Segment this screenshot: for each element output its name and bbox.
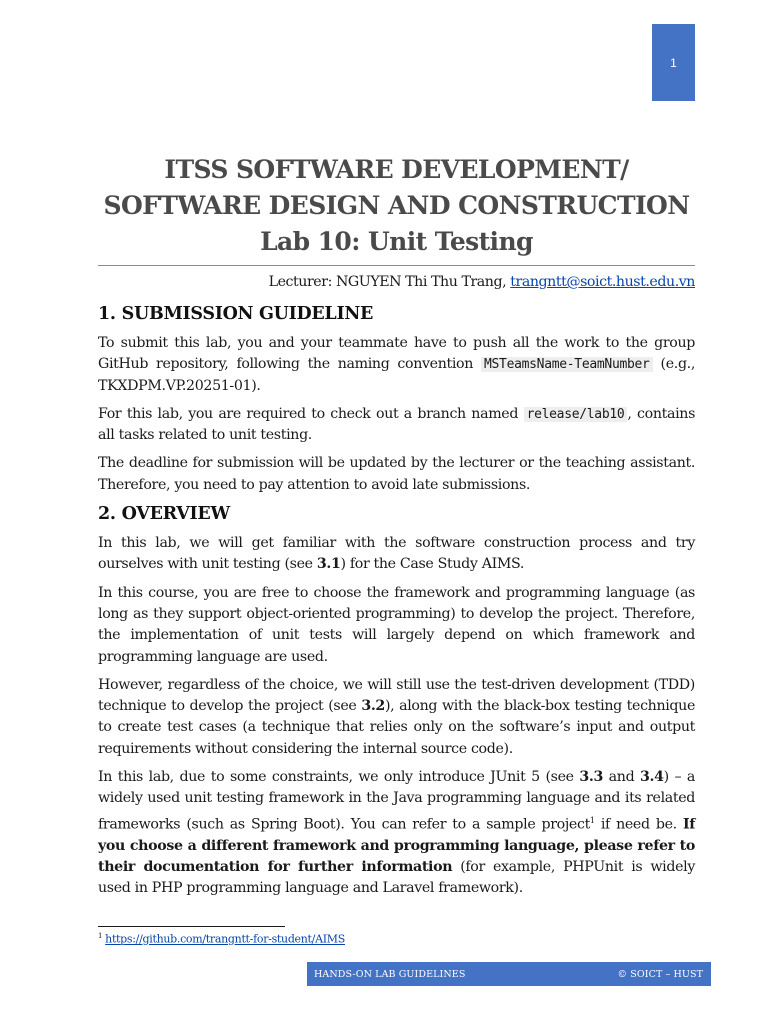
paragraph [98, 533, 695, 576]
footnote-link[interactable]: https://github.com/trangntt-for-student/AIMS [105, 932, 345, 946]
page-number: 1 [670, 55, 677, 70]
text-run: However, regardless of the choice, we will still use the test-driven development (TDD) technique to develop the project (see [98, 676, 695, 715]
page-footer [307, 962, 711, 986]
text-run: ), along with the black-box testing technique to create test cases (a technique that relies only on the software’s input and output requirements without considering the internal source code). [98, 698, 696, 757]
title-line-1: ITSS SOFTWARE DEVELOPMENT/ [164, 155, 629, 184]
page-number-badge [652, 24, 695, 101]
footer-right-text: © SOICT – HUST [617, 968, 703, 980]
section-heading-overview [98, 504, 695, 524]
text-run: ) – a widely used unit testing framework in the Java programming language and its related frameworks (such as Spring Boot). You can refer to a sample project [98, 769, 696, 833]
footnote [98, 932, 345, 946]
text-run: and [603, 769, 640, 786]
text-run: (for example, PHPUnit is widely used in PHP programming language and Laravel framework). [98, 858, 695, 897]
section-heading-submission [98, 304, 695, 324]
text-run: ) for the Case Study AIMS. [340, 556, 525, 573]
text-run: In this lab, we will get familiar with the software construction process and try ourselves with unit testing (see [98, 535, 695, 573]
title-line-2: SOFTWARE DESIGN AND CONSTRUCTION [103, 191, 690, 220]
section-reference: 3.1 [316, 556, 341, 573]
footnote-marker[interactable]: 1 [589, 815, 595, 825]
text-run: For this lab, you are required to check out a branch named [98, 405, 524, 422]
text-run: (e.g., TKXDPM.VP.20251-01). [98, 356, 695, 394]
paragraph [98, 333, 695, 397]
inline-code: release/lab10 [524, 407, 628, 422]
main-content [98, 300, 695, 907]
footnote-divider [98, 926, 285, 927]
lecturer-label: Lecturer: NGUYEN Thi Thu Trang, [268, 274, 511, 290]
text-run: , contains all tasks related to unit testing. [98, 405, 695, 444]
title-divider [98, 265, 695, 266]
paragraph: The deadline for submission will be updated by the lecturer or the teaching assistant. Therefore, you need to pay attention to avoid late submissions. [98, 455, 695, 493]
lecturer-email-link[interactable]: trangntt@soict.hust.edu.vn [510, 274, 695, 290]
inline-code: MSTeamsName-TeamNumber [481, 357, 653, 372]
section-reference: 3.2 [361, 698, 385, 715]
section-number: 1. [98, 304, 116, 324]
section-reference: 3.4 [639, 769, 664, 786]
section-number: 2. [98, 504, 116, 525]
bold-note: If you choose a different framework and programming language, please refer to their documentation for further information [98, 816, 695, 875]
text-run: if need be. [594, 816, 683, 833]
text-run: To submit this lab, you and your teammate have to push all the work to the group GitHub repository, following the naming convention [98, 335, 695, 373]
section-reference: 3.3 [579, 769, 603, 786]
document-title [98, 152, 695, 260]
text-run: In this lab, due to some constraints, we only introduce JUnit 5 (see [98, 769, 580, 786]
footer-left-text: HANDS-ON LAB GUIDELINES [314, 968, 466, 980]
lecturer-line [98, 274, 695, 290]
paragraph [98, 767, 695, 900]
title-line-3: Lab 10: Unit Testing [260, 227, 533, 256]
paragraph: In this course, you are free to choose the framework and programming language (as long as they support object-oriented programming) to develop the project. Therefore, the implementation of unit tests will largely depend on which framework and programming language are used. [98, 584, 695, 665]
paragraph [98, 675, 695, 760]
paragraph [98, 404, 695, 447]
footnote-number: 1 [98, 932, 103, 940]
section-title: SUBMISSION GUIDELINE [121, 304, 374, 324]
section-title: OVERVIEW [121, 504, 230, 525]
